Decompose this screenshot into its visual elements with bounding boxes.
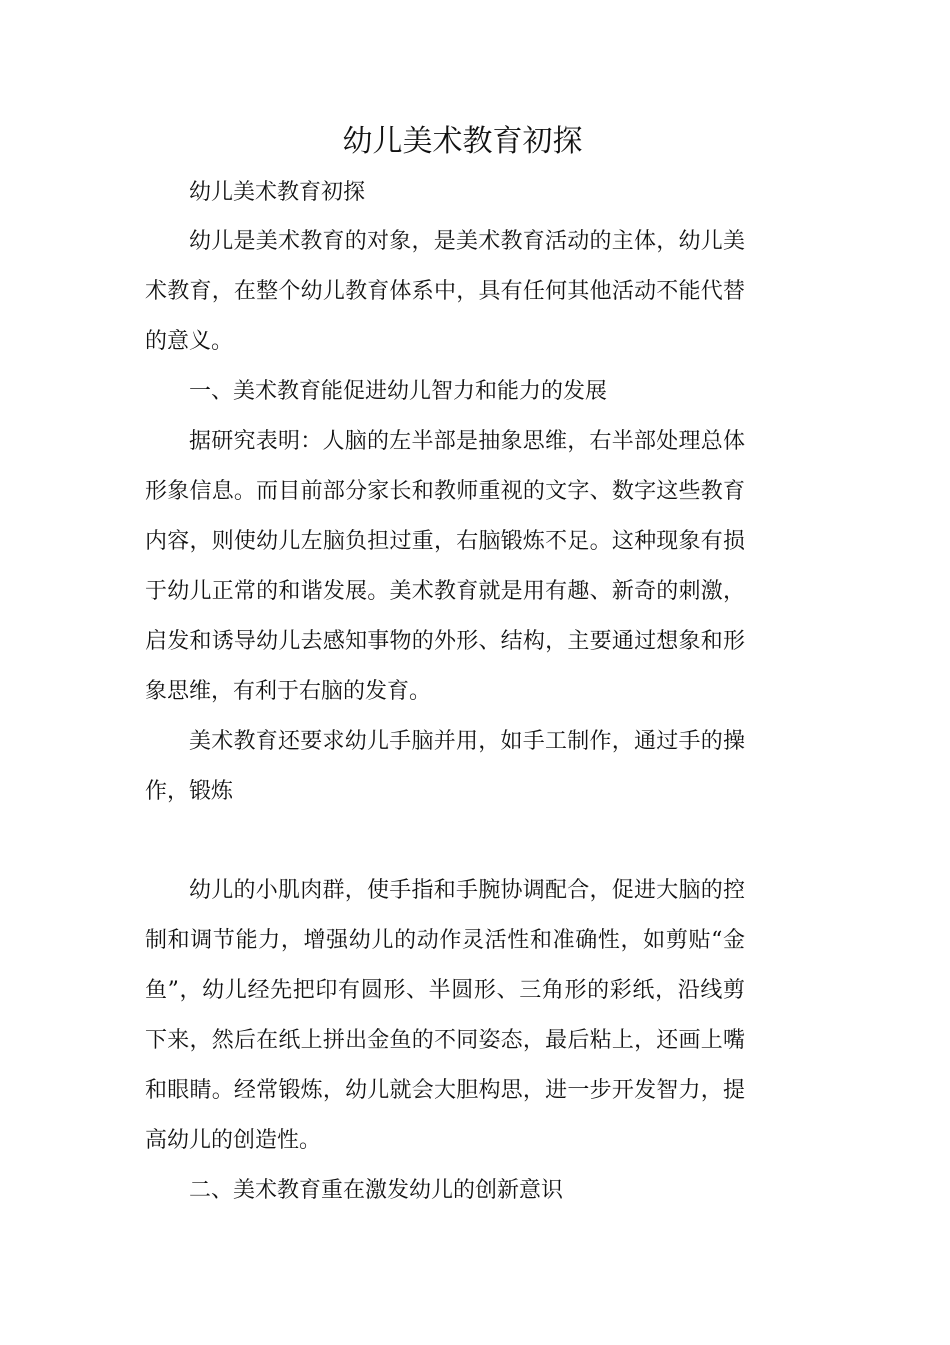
- paragraph-muscles: 幼儿的小肌肉群，使手指和手腕协调配合，促进大脑的控制和调节能力，增强幼儿的动作灵活性和准确性，如剪贴“金鱼”，幼儿经先把印有圆形、半圆形、三角形的彩纸，沿线剪下来，然后在纸上拼出金鱼的不同姿态，最后粘上，还画上嘴和眼睛。经常锻炼，幼儿就会大胆构思，进一步开发智力，提高幼儿的创造性。: [145, 878, 745, 1153]
- section-heading-2: 二、美术教育重在激发幼儿的创新意识: [189, 1178, 564, 1203]
- paragraph-research: 据研究表明：人脑的左半部是抽象思维，右半部处理总体形象信息。而目前部分家长和教师重视的文字、数字这些教育内容，则使幼儿左脑负担过重，右脑锻炼不足。这种现象有损于幼儿正常的和谐发展。美术教育就是用有趣、新奇的刺激，启发和诱导幼儿去感知事物的外形、结构，主要通过想象和形象思维，有利于右脑的发育。: [145, 429, 745, 704]
- paragraph-hands: 美术教育还要求幼儿手脑并用，如手工制作，通过手的操作，锻炼: [145, 729, 745, 804]
- section-heading-1: 一、美术教育能促进幼儿智力和能力的发展: [189, 379, 608, 404]
- document-title: 幼儿美术教育初探: [342, 124, 583, 159]
- paragraph-intro: 幼儿是美术教育的对象，是美术教育活动的主体，幼儿美术教育，在整个幼儿教育体系中，具有任何其他活动不能代替的意义。: [145, 229, 745, 354]
- document-subtitle: 幼儿美术教育初探: [189, 180, 366, 205]
